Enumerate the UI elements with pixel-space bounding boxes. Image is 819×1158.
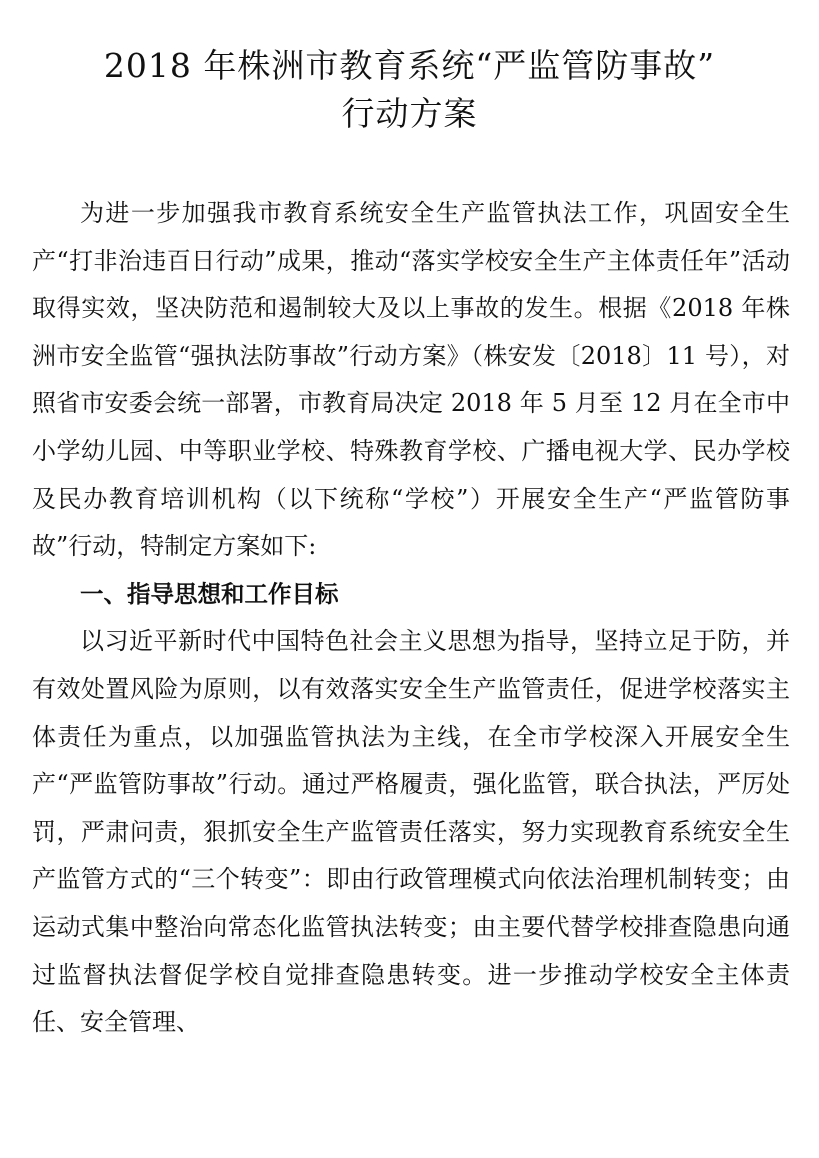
document-body xyxy=(32,190,790,1047)
section-1-paragraph: 以习近平新时代中国特色社会主义思想为指导，坚持立足于防，并有效处置风险为原则，以有效落实安全生产监管责任，促进学校落实主体责任为重点，以加强监管执法为主线，在全市学校深入开展安全生产“严监管防事故”行动。通过严格履责，强化监管，联合执法，严厉处罚，严肃问责，狠抓安全生产监管责任落实，努力实现教育系统安全生产监管方式的“三个转变”：即由行政管理模式向依法治理机制转变；由运动式集中整治向常态化监管执法转变；由主要代替学校排查隐患向通过监督执法督促学校自觉排查隐患转变。进一步推动学校安全主体责任、安全管理、 xyxy=(32,627,790,1037)
document-title-line-1: 2018 年株洲市教育系统“严监管防事故” xyxy=(103,46,716,85)
section-1-heading: 一、指导思想和工作目标 xyxy=(80,579,339,608)
document-title-line-2: 行动方案 xyxy=(341,94,478,133)
intro-paragraph: 为进一步加强我市教育系统安全生产监管执法工作，巩固安全生产“打非治违百日行动”成果，推动“落实学校安全生产主体责任年”活动取得实效，坚决防范和遏制较大及以上事故的发生。根据《2018 年株洲市安全监管“强执法防事故”行动方案》（株安发〔2018〕11 号），对照省市安委会统一部署，市教育局决定 2018 年 5 月至 12 月在全市中小学幼儿园、中等职业学校、特殊教育学校、广播电视大学、民办学校及民办教育培训机构（以下统称“学校”）开展安全生产“严监管防事故”行动，特制定方案如下: xyxy=(32,199,790,561)
